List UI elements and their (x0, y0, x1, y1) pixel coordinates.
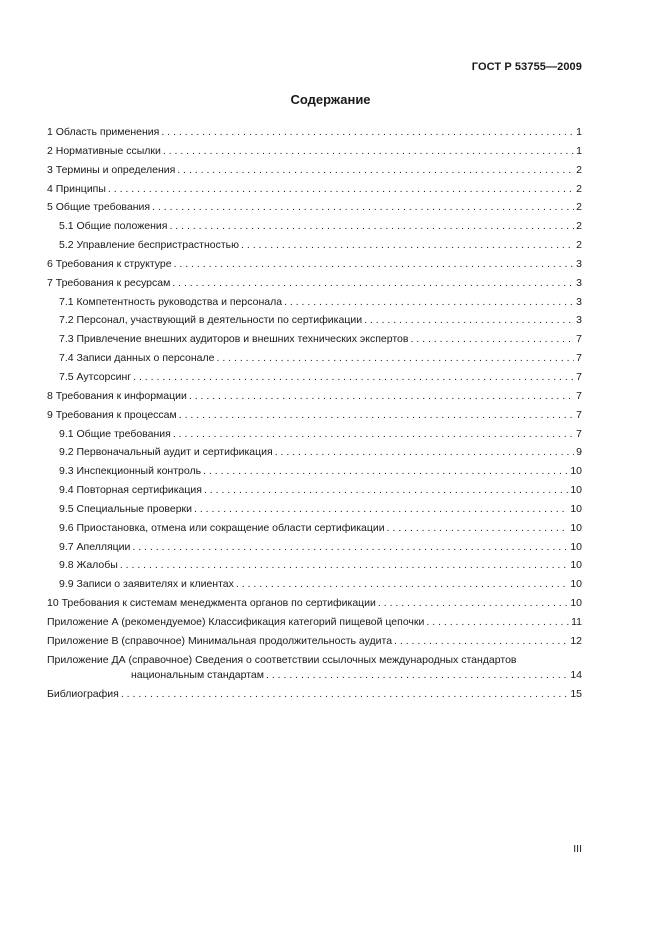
toc-leader-dots (177, 161, 574, 180)
toc-entry-label: 9.3 Инспекционный контроль (59, 465, 202, 478)
toc-entry[interactable] (47, 519, 582, 538)
toc-entry-label: 7.4 Записи данных о персонале (59, 352, 215, 365)
toc-entry-label: 8 Требования к информации (47, 389, 187, 402)
toc-entry-label: 9.6 Приостановка, отмена или сокращение области сертификации (59, 521, 385, 534)
toc-entry[interactable] (47, 387, 582, 406)
toc-leader-dots (217, 349, 575, 368)
toc-entry-label: 9.5 Специальные проверки (59, 502, 193, 515)
toc-entry-label: 5.1 Общие положения (59, 220, 168, 233)
toc-entry-page: 10 (570, 465, 582, 478)
toc-leader-dots (394, 632, 568, 651)
toc-entry[interactable] (47, 406, 582, 425)
toc-entry-label-continued: национальным стандартам (131, 668, 264, 681)
toc-entry-label: Приложение В (справочное) Минимальная продолжительность аудита (47, 634, 393, 647)
toc-leader-dots (173, 425, 574, 444)
toc-entry-page: 3 (576, 257, 582, 270)
toc-entry-annex-da[interactable] (47, 651, 582, 685)
toc-entry-label: 5.2 Управление беспристрастностью (59, 239, 240, 252)
toc-entry-bibliography[interactable] (47, 685, 582, 704)
toc-entry-page: 10 (570, 559, 582, 572)
toc-entry-label: 4 Принципы (47, 182, 106, 195)
toc-entry-page: 7 (576, 408, 582, 421)
toc-entry-label: 5 Общие требования (47, 201, 151, 214)
toc-entry-page: 1 (576, 144, 582, 157)
toc-leader-dots (410, 330, 574, 349)
toc-leader-dots (132, 538, 568, 557)
toc-entry-label: 7 Требования к ресурсам (47, 276, 171, 289)
toc-entry-label: 3 Термины и определения (47, 163, 176, 176)
toc-leader-dots (152, 198, 574, 217)
toc-entry-page: 3 (576, 314, 582, 327)
toc-leader-dots (387, 519, 569, 538)
toc-entry-page: 2 (576, 201, 582, 214)
toc-entry-label: 10 Требования к системам менеджмента органов по сертификации (47, 597, 376, 610)
page-number: III (573, 843, 582, 855)
toc-entry[interactable] (47, 330, 582, 349)
toc-entry-page: 2 (576, 182, 582, 195)
toc-entry[interactable] (47, 293, 582, 312)
toc-entry-label: 9.8 Жалобы (59, 559, 118, 572)
toc-entry-page: 3 (576, 295, 582, 308)
toc-entry-label: 7.2 Персонал, участвующий в деятельности по сертификации (59, 314, 363, 327)
toc-entry-label: 9.4 Повторная сертификация (59, 484, 202, 497)
toc-leader-dots (108, 180, 574, 199)
toc-entry-label: 7.3 Привлечение внешних аудиторов и внешних технических экспертов (59, 333, 409, 346)
toc-entry-label: Приложение ДА (справочное) Сведения о соответствии ссылочных международных стандартов (47, 653, 517, 666)
toc-leader-dots (174, 255, 575, 274)
toc-entry-page: 11 (571, 615, 582, 628)
toc-entry[interactable] (47, 236, 582, 255)
toc-entry-label: 7.5 Аутсорсинг (59, 370, 132, 383)
toc-entry-label: 1 Область применения (47, 126, 160, 138)
toc-leader-dots (172, 274, 574, 293)
toc-leader-dots (204, 481, 568, 500)
toc-entry[interactable] (47, 198, 582, 217)
toc-leader-dots (275, 443, 574, 462)
toc-entry-page: 10 (570, 484, 582, 497)
toc-entry-page: 15 (570, 687, 582, 700)
toc-leader-dots (121, 685, 568, 704)
toc-leader-dots (236, 575, 568, 594)
toc-entry[interactable] (47, 594, 582, 613)
toc-entry-label: 9.7 Апелляции (59, 540, 131, 553)
toc-leader-dots (169, 217, 574, 236)
toc-entry-label: 7.1 Компетентность руководства и персонала (59, 295, 283, 308)
toc-entry[interactable] (47, 613, 582, 632)
toc-leader-dots (163, 142, 574, 161)
toc-entry[interactable] (47, 462, 582, 481)
toc-entry-label: 9.1 Общие требования (59, 427, 171, 440)
toc-entry-page: 2 (576, 163, 582, 176)
toc-entry-page: 7 (576, 389, 582, 402)
toc-leader-dots (426, 613, 569, 632)
toc-leader-dots (378, 594, 568, 613)
toc-entry-label: Приложение А (рекомендуемое) Классификация категорий пищевой цепочки (47, 615, 425, 628)
toc-entry-page: 3 (576, 276, 582, 289)
toc-leader-dots (194, 500, 568, 519)
toc-entry-page: 7 (576, 352, 582, 365)
toc-entry[interactable] (47, 180, 582, 199)
toc-leader-dots (161, 123, 574, 142)
toc-entry[interactable] (47, 349, 582, 368)
toc-leader-dots (189, 387, 574, 406)
toc-entry-page: 7 (576, 333, 582, 346)
toc-entry-page: 1 (576, 126, 582, 138)
toc-entry-label: 9 Требования к процессам (47, 408, 177, 421)
toc-entry[interactable] (47, 632, 582, 651)
toc-leader-dots (364, 311, 574, 330)
toc-entry[interactable] (47, 123, 582, 142)
toc-entry-page: 7 (576, 370, 582, 383)
toc-entry[interactable] (47, 142, 582, 161)
toc-entry[interactable] (47, 538, 582, 557)
toc-entry-label: 6 Требования к структуре (47, 257, 172, 270)
toc-entry[interactable] (47, 556, 582, 575)
toc-entry[interactable] (47, 274, 582, 293)
toc-leader-dots (133, 368, 574, 387)
toc-leader-dots (120, 556, 569, 575)
toc-entry-page: 10 (570, 540, 582, 553)
page-title: Содержание (290, 92, 371, 107)
toc-entry-page: 10 (570, 578, 582, 591)
toc-entry[interactable] (47, 481, 582, 500)
toc-entry-page: 2 (576, 239, 582, 252)
toc-entry-label: 2 Нормативные ссылки (47, 144, 161, 157)
toc-entry-page: 10 (570, 521, 582, 534)
toc-entry-label: 9.9 Записи о заявителях и клиентах (59, 578, 234, 591)
toc-entry[interactable] (47, 217, 582, 236)
toc-entry-page: 7 (576, 427, 582, 440)
toc-entry[interactable] (47, 368, 582, 387)
toc-entry-label: Библиография (47, 687, 119, 700)
toc-entry[interactable] (47, 425, 582, 444)
toc-entry[interactable] (47, 500, 582, 519)
toc-entry-page: 9 (576, 446, 582, 459)
toc-entry-page: 14 (570, 668, 582, 681)
toc-entry-label: 9.2 Первоначальный аудит и сертификация (59, 446, 273, 459)
toc-entry[interactable] (47, 311, 582, 330)
toc-entry-page: 10 (570, 597, 582, 610)
toc-entry-page: 2 (576, 220, 582, 233)
toc-entry-page: 12 (570, 634, 582, 647)
document-code: ГОСТ Р 53755—2009 (471, 61, 582, 73)
toc-entry[interactable] (47, 575, 582, 594)
toc-leader-dots (179, 406, 574, 425)
toc-entry[interactable] (47, 255, 582, 274)
table-of-contents (47, 123, 582, 703)
toc-leader-dots (241, 236, 574, 255)
toc-leader-dots (266, 668, 568, 683)
toc-leader-dots (203, 462, 568, 481)
toc-entry[interactable] (47, 161, 582, 180)
toc-entry[interactable] (47, 443, 582, 462)
toc-leader-dots (284, 293, 574, 312)
toc-entry-page: 10 (570, 502, 582, 515)
